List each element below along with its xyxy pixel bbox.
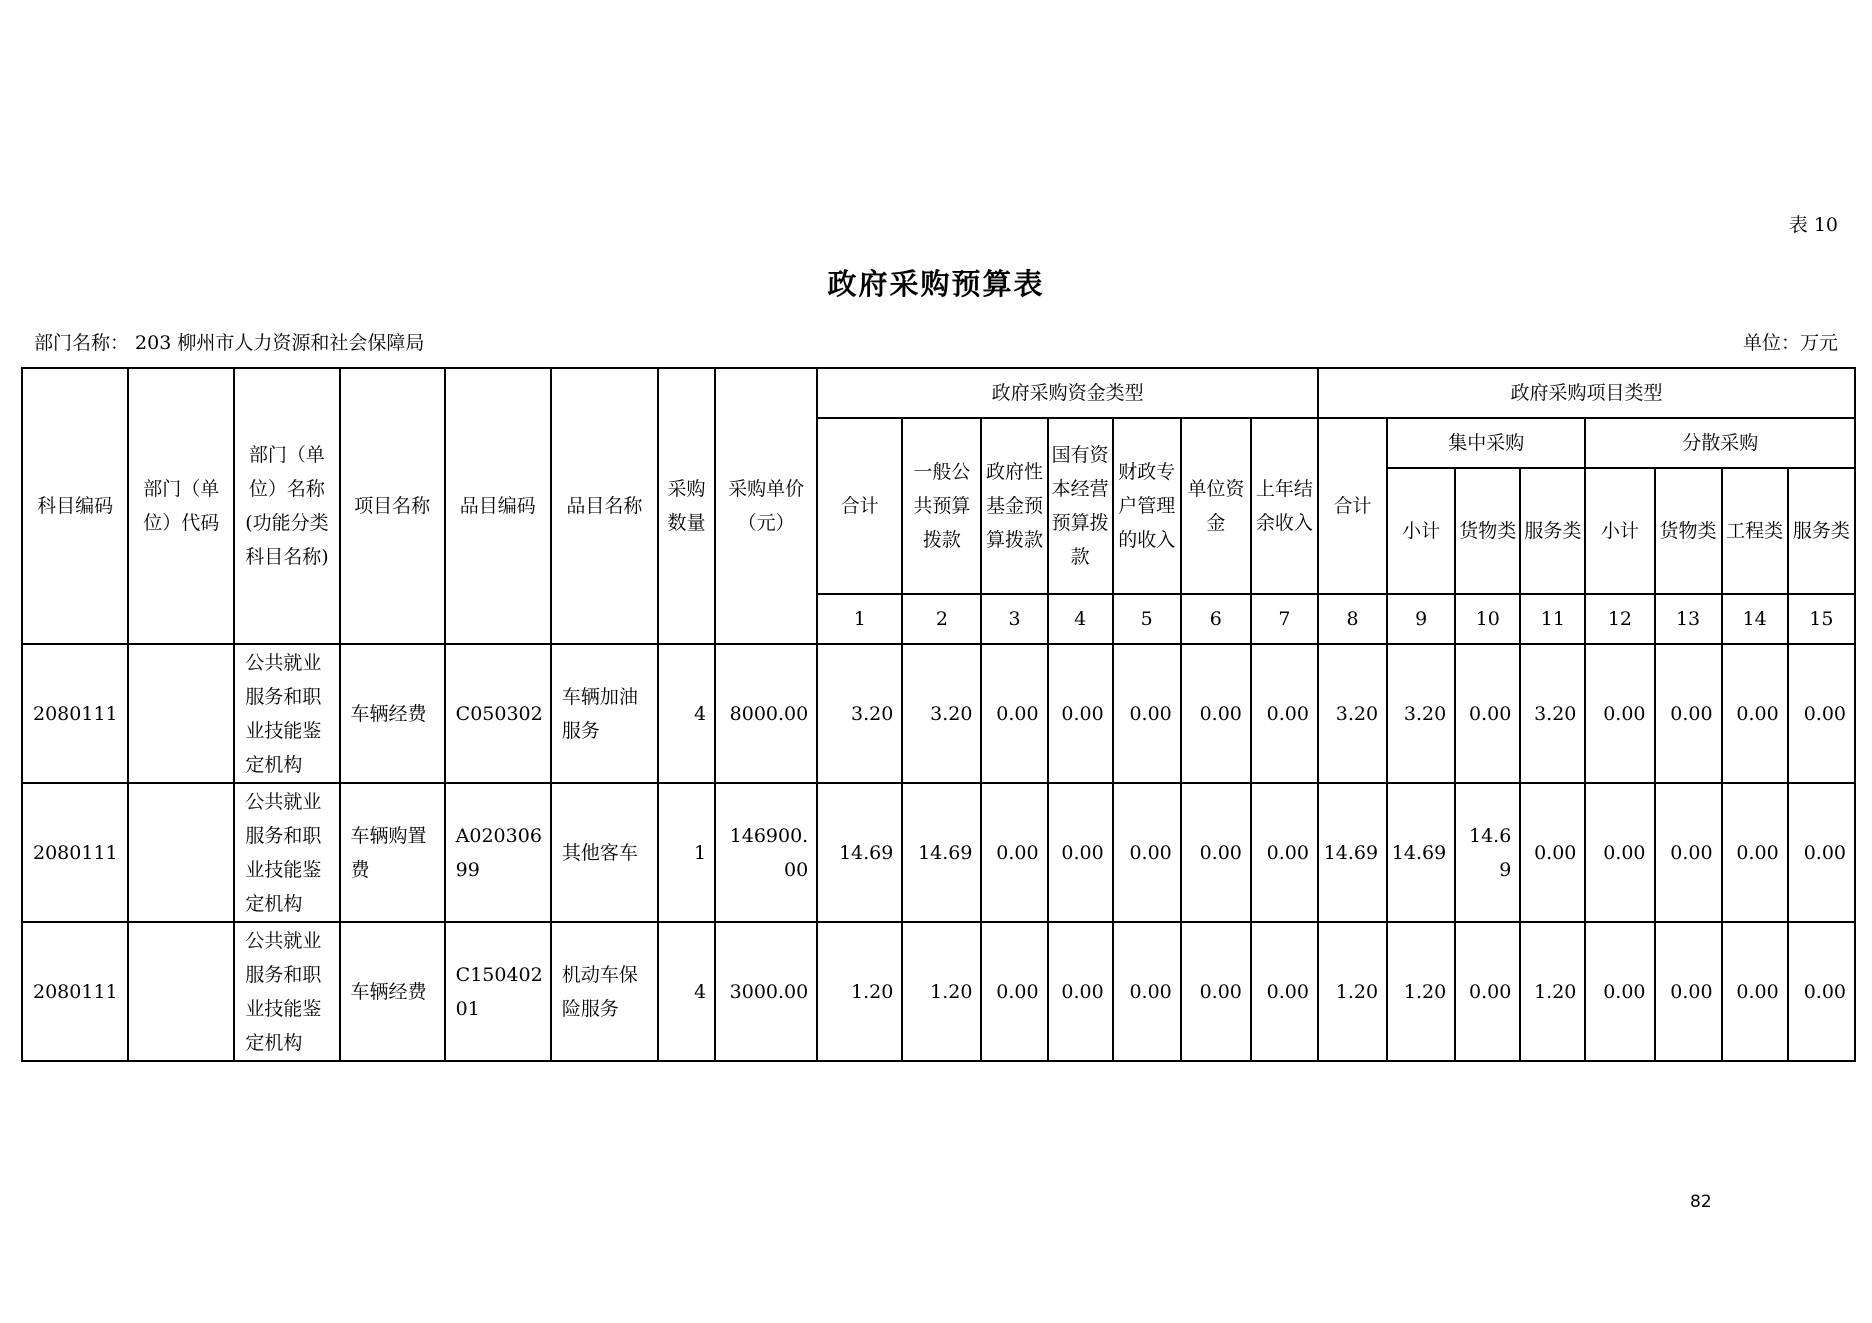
cell-value: 1.20 [1318, 922, 1387, 1061]
cell-value: 3.20 [1318, 644, 1387, 783]
cell-unit-price: 8000.00 [715, 644, 817, 783]
table-row [22, 783, 1855, 922]
cell-value: 3.20 [817, 644, 902, 783]
cell-value: 3.20 [1387, 644, 1455, 783]
header-unit-price: 采购单价（元） [715, 368, 817, 644]
col-number: 3 [981, 594, 1047, 644]
cell-value: 0.00 [1251, 783, 1318, 922]
cell-dept-code [128, 922, 234, 1061]
cell-value: 0.00 [1585, 644, 1654, 783]
cell-subject-code: 2080111 [22, 783, 128, 922]
header-unit-fund: 单位资金 [1181, 418, 1251, 594]
header-d-services: 服务类 [1788, 468, 1855, 594]
cell-project-name: 车辆购置费 [340, 783, 445, 922]
cell-value: 0.00 [1113, 922, 1181, 1061]
cell-subject-code: 2080111 [22, 644, 128, 783]
header-project-type-group: 政府采购项目类型 [1318, 368, 1855, 418]
cell-value: 0.00 [1251, 644, 1318, 783]
col-number: 14 [1722, 594, 1788, 644]
cell-value: 0.00 [1788, 922, 1855, 1061]
cell-value: 0.00 [981, 644, 1047, 783]
table-number-label: 表 10 [1788, 214, 1838, 236]
header-d-goods: 货物类 [1655, 468, 1722, 594]
cell-value: 3.20 [902, 644, 981, 783]
cell-value: 14.69 [817, 783, 902, 922]
cell-value: 0.00 [1181, 644, 1251, 783]
cell-value: 0.00 [1722, 922, 1788, 1061]
cell-value: 0.00 [1113, 783, 1181, 922]
header-prev-year-balance: 上年结余收入 [1251, 418, 1318, 594]
cell-value: 0.00 [1251, 922, 1318, 1061]
header-gov-fund: 政府性基金预算拨款 [981, 418, 1047, 594]
col-number: 12 [1585, 594, 1654, 644]
cell-value: 14.69 [1387, 783, 1455, 922]
table-row [22, 922, 1855, 1061]
cell-unit-price: 146900.00 [715, 783, 817, 922]
header-dept-name: 部门（单位）名称(功能分类科目名称) [234, 368, 339, 644]
header-dispersed: 分散采购 [1585, 418, 1855, 468]
cell-value: 0.00 [1181, 922, 1251, 1061]
header-subject-code: 科目编码 [22, 368, 128, 644]
cell-dept-code [128, 644, 234, 783]
cell-dept-name: 公共就业服务和职业技能鉴定机构 [234, 644, 339, 783]
cell-value: 1.20 [1387, 922, 1455, 1061]
col-number: 7 [1251, 594, 1318, 644]
cell-unit-price: 3000.00 [715, 922, 817, 1061]
cell-item-code: A02030699 [445, 783, 551, 922]
cell-item-code: C15040201 [445, 922, 551, 1061]
col-number: 11 [1520, 594, 1585, 644]
header-item-name: 品目名称 [551, 368, 658, 644]
cell-value: 0.00 [1788, 644, 1855, 783]
cell-value: 0.00 [981, 922, 1047, 1061]
col-number: 9 [1387, 594, 1455, 644]
cell-value: 0.00 [1655, 783, 1722, 922]
header-d-subtotal: 小计 [1585, 468, 1654, 594]
cell-value: 14.69 [1318, 783, 1387, 922]
col-number: 15 [1788, 594, 1855, 644]
col-number: 10 [1455, 594, 1520, 644]
cell-value: 0.00 [1048, 644, 1113, 783]
header-centralized: 集中采购 [1387, 418, 1585, 468]
col-number: 5 [1113, 594, 1181, 644]
cell-value: 14.69 [902, 783, 981, 922]
cell-quantity: 4 [658, 644, 715, 783]
col-number: 1 [817, 594, 902, 644]
cell-value: 1.20 [1520, 922, 1585, 1061]
header-d-works: 工程类 [1722, 468, 1788, 594]
cell-item-name: 机动车保险服务 [551, 922, 658, 1061]
header-c-subtotal: 小计 [1387, 468, 1455, 594]
col-number: 8 [1318, 594, 1387, 644]
cell-value: 0.00 [1788, 783, 1855, 922]
header-general-budget: 一般公共预算拨款 [902, 418, 981, 594]
cell-value: 0.00 [1455, 922, 1520, 1061]
cell-quantity: 1 [658, 783, 715, 922]
cell-value: 3.20 [1520, 644, 1585, 783]
cell-item-name: 车辆加油服务 [551, 644, 658, 783]
header-fund-total: 合计 [817, 418, 902, 594]
department-name: 部门名称： 203 柳州市人力资源和社会保障局 [34, 332, 425, 354]
header-c-goods: 货物类 [1455, 468, 1520, 594]
header-fund-type-group: 政府采购资金类型 [817, 368, 1318, 418]
cell-dept-name: 公共就业服务和职业技能鉴定机构 [234, 922, 339, 1061]
table-row [22, 644, 1855, 783]
header-c-services: 服务类 [1520, 468, 1585, 594]
header-project-total: 合计 [1318, 418, 1387, 594]
page-title: 政府采购预算表 [827, 267, 1045, 301]
col-number: 13 [1655, 594, 1722, 644]
cell-subject-code: 2080111 [22, 922, 128, 1061]
header-quantity: 采购数量 [658, 368, 715, 644]
col-number: 4 [1048, 594, 1113, 644]
cell-value: 0.00 [1585, 783, 1654, 922]
cell-value: 0.00 [1048, 922, 1113, 1061]
cell-value: 0.00 [1655, 922, 1722, 1061]
cell-project-name: 车辆经费 [340, 644, 445, 783]
cell-dept-name: 公共就业服务和职业技能鉴定机构 [234, 783, 339, 922]
unit-label: 单位：万元 [1742, 332, 1838, 354]
col-number: 6 [1181, 594, 1251, 644]
cell-dept-code [128, 783, 234, 922]
cell-value: 14.69 [1455, 783, 1520, 922]
cell-value: 0.00 [1113, 644, 1181, 783]
cell-value: 0.00 [1655, 644, 1722, 783]
col-number: 2 [902, 594, 981, 644]
page-number: 82 [1690, 1192, 1712, 1212]
cell-value: 0.00 [1455, 644, 1520, 783]
cell-value: 0.00 [1585, 922, 1654, 1061]
cell-value: 0.00 [981, 783, 1047, 922]
cell-value: 0.00 [1048, 783, 1113, 922]
header-dept-code: 部门（单位）代码 [128, 368, 234, 644]
cell-value: 1.20 [817, 922, 902, 1061]
header-project-name: 项目名称 [340, 368, 445, 644]
cell-value: 0.00 [1722, 783, 1788, 922]
cell-item-code: C050302 [445, 644, 551, 783]
procurement-budget-table [21, 367, 1856, 1062]
cell-value: 1.20 [902, 922, 981, 1061]
cell-value: 0.00 [1181, 783, 1251, 922]
cell-quantity: 4 [658, 922, 715, 1061]
header-item-code: 品目编码 [445, 368, 551, 644]
cell-value: 0.00 [1722, 644, 1788, 783]
header-special-account: 财政专户管理的收入 [1113, 418, 1181, 594]
header-state-capital: 国有资本经营预算拨款 [1048, 418, 1113, 594]
cell-value: 0.00 [1520, 783, 1585, 922]
cell-project-name: 车辆经费 [340, 922, 445, 1061]
cell-item-name: 其他客车 [551, 783, 658, 922]
